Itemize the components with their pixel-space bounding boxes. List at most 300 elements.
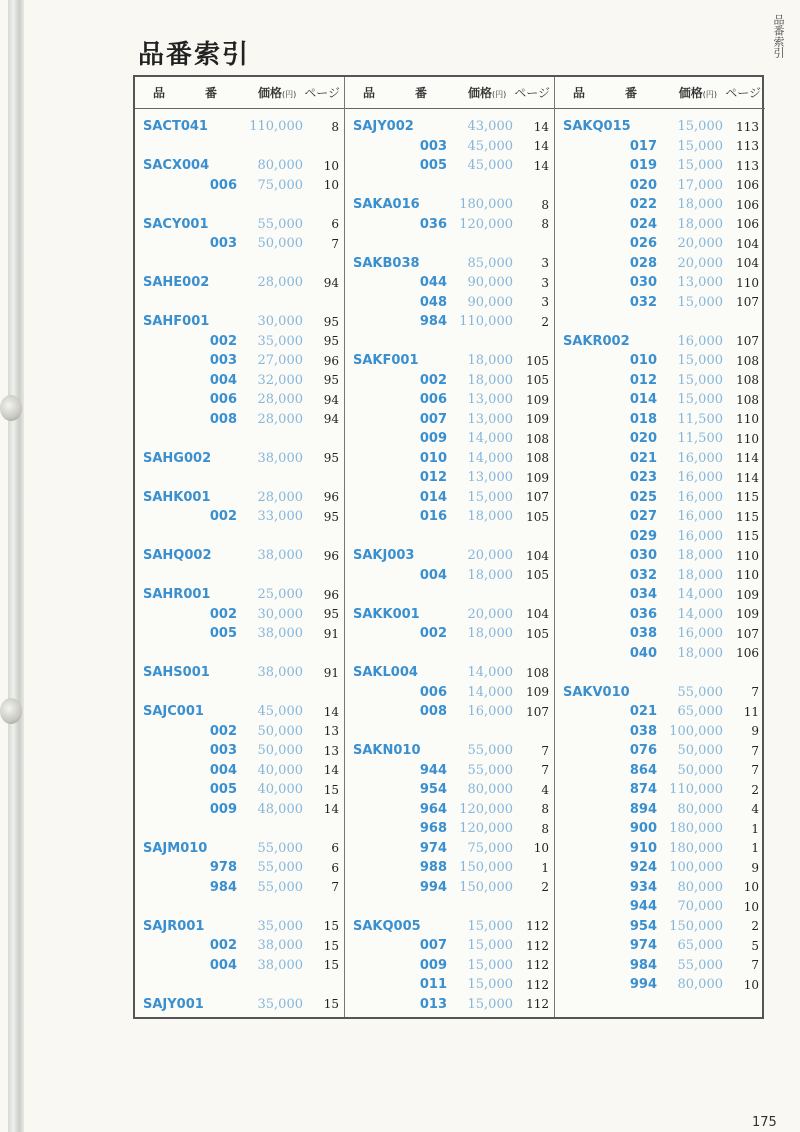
part-code: 002 (209, 333, 237, 349)
price-value: 55,000 (257, 860, 303, 876)
part-code: 040 (629, 645, 657, 661)
table-row (345, 858, 554, 878)
price-value: 14,000 (677, 606, 723, 622)
table-row (345, 761, 554, 781)
page-ref: 7 (541, 743, 549, 758)
part-code: 021 (629, 450, 657, 466)
part-code: 009 (419, 431, 447, 447)
part-code: 076 (629, 743, 657, 759)
part-code: SACT041 (143, 119, 208, 135)
price-value: 18,000 (677, 548, 723, 564)
table-row (555, 546, 765, 566)
price-value: 75,000 (257, 177, 303, 193)
price-value: 80,000 (677, 801, 723, 817)
price-value: 85,000 (467, 255, 513, 271)
price-value: 65,000 (677, 704, 723, 720)
part-code: 022 (629, 197, 657, 213)
table-row (135, 800, 344, 820)
part-code: 036 (629, 606, 657, 622)
table-row (345, 195, 554, 215)
page-number: 175 (752, 1115, 777, 1130)
part-code: 010 (629, 353, 657, 369)
part-code: 013 (419, 996, 447, 1012)
table-row (135, 507, 344, 527)
table-row (345, 800, 554, 820)
table-row (555, 936, 765, 956)
table-row (555, 605, 765, 625)
binder-ring-icon (0, 395, 22, 421)
table-row (135, 878, 344, 898)
table-row (555, 488, 765, 508)
page-ref: 108 (526, 431, 549, 446)
row-spacer (345, 176, 554, 196)
page-ref: 107 (526, 490, 549, 505)
price-value: 100,000 (669, 723, 723, 739)
part-code: SAHF001 (143, 314, 210, 330)
table-row (135, 273, 344, 293)
table-row (555, 332, 765, 352)
page-ref: 105 (526, 373, 549, 388)
page-ref: 7 (331, 880, 339, 895)
page-ref: 14 (323, 802, 339, 817)
page-ref: 2 (541, 880, 549, 895)
price-value: 14,000 (467, 684, 513, 700)
table-row (345, 254, 554, 274)
page-ref: 13 (323, 743, 339, 758)
table-row (555, 156, 765, 176)
page-ref: 109 (526, 392, 549, 407)
part-code: 004 (419, 567, 447, 583)
table-row (345, 429, 554, 449)
header-price (240, 84, 297, 101)
price-value: 120,000 (459, 216, 513, 232)
part-code: 048 (419, 294, 447, 310)
price-value: 100,000 (669, 860, 723, 876)
part-code: 994 (629, 977, 657, 993)
header-price-unit: (円) (281, 90, 297, 99)
table-row (135, 956, 344, 976)
table-row (555, 371, 765, 391)
table-row (555, 117, 765, 137)
table-row (345, 605, 554, 625)
header-price-unit: (円) (702, 90, 717, 99)
table-row (135, 780, 344, 800)
page-ref: 109 (736, 587, 759, 602)
page-ref: 106 (736, 197, 759, 212)
page-ref: 1 (751, 821, 759, 836)
price-value: 17,000 (677, 177, 723, 193)
price-value: 16,000 (467, 704, 513, 720)
part-code: 004 (209, 957, 237, 973)
part-code: 019 (629, 158, 657, 174)
page-ref: 96 (323, 587, 339, 602)
price-value: 15,000 (677, 392, 723, 408)
page-ref: 114 (736, 470, 759, 485)
page-ref: 115 (736, 529, 759, 544)
part-code: 910 (629, 840, 657, 856)
table-row (555, 800, 765, 820)
part-code: 003 (209, 353, 237, 369)
part-code: 030 (629, 548, 657, 564)
table-row (555, 839, 765, 859)
table-row (555, 351, 765, 371)
page-ref: 7 (751, 958, 759, 973)
table-row (345, 741, 554, 761)
part-code: 014 (419, 489, 447, 505)
page-ref: 105 (526, 353, 549, 368)
part-code: SAJY001 (143, 996, 204, 1012)
page-ref: 104 (526, 607, 549, 622)
page-ref: 2 (751, 782, 759, 797)
table-row (345, 936, 554, 956)
part-code: SAJR001 (143, 918, 205, 934)
page-ref: 108 (736, 373, 759, 388)
page-ref: 107 (736, 334, 759, 349)
price-value: 90,000 (467, 294, 513, 310)
row-spacer (555, 663, 765, 683)
table-row (135, 410, 344, 430)
page-ref: 96 (323, 490, 339, 505)
row-spacer (135, 527, 344, 547)
part-number-index-table (133, 75, 764, 1019)
price-value: 16,000 (677, 509, 723, 525)
price-value: 13,000 (677, 275, 723, 291)
table-row (135, 176, 344, 196)
part-code: 968 (419, 821, 447, 837)
table-row (345, 293, 554, 313)
price-value: 28,000 (257, 411, 303, 427)
part-code: 944 (419, 762, 447, 778)
page-ref: 1 (751, 841, 759, 856)
part-code: 894 (629, 801, 657, 817)
index-column-2 (345, 77, 555, 1017)
page-ref: 14 (533, 158, 549, 173)
page-ref: 107 (736, 626, 759, 641)
table-row (555, 702, 765, 722)
page-ref: 95 (323, 607, 339, 622)
price-value: 180,000 (669, 821, 723, 837)
table-row (345, 273, 554, 293)
table-row (345, 215, 554, 235)
page-ref: 8 (541, 197, 549, 212)
page-ref: 110 (736, 275, 759, 290)
price-value: 80,000 (677, 879, 723, 895)
part-code: 003 (209, 743, 237, 759)
part-code: 984 (629, 957, 657, 973)
table-row (135, 624, 344, 644)
table-row (345, 780, 554, 800)
table-row (135, 546, 344, 566)
part-code: 974 (629, 938, 657, 954)
table-row (555, 527, 765, 547)
table-row (135, 741, 344, 761)
table-row (555, 390, 765, 410)
page-ref: 108 (526, 451, 549, 466)
part-code: 003 (419, 138, 447, 154)
price-value: 15,000 (677, 353, 723, 369)
page-ref: 95 (323, 509, 339, 524)
page-ref: 10 (743, 899, 759, 914)
price-value: 18,000 (467, 567, 513, 583)
table-row (345, 546, 554, 566)
price-value: 90,000 (467, 275, 513, 291)
page-ref: 14 (533, 139, 549, 154)
page-ref: 7 (541, 763, 549, 778)
price-value: 14,000 (677, 587, 723, 603)
part-code: 023 (629, 470, 657, 486)
page-ref: 95 (323, 451, 339, 466)
page-ref: 113 (736, 158, 759, 173)
part-code: SACY001 (143, 216, 209, 232)
page-ref: 13 (323, 724, 339, 739)
table-row (555, 683, 765, 703)
row-spacer (345, 644, 554, 664)
part-code: 011 (419, 977, 447, 993)
part-code: 006 (419, 392, 447, 408)
part-code: SAKF001 (353, 353, 419, 369)
page-ref: 7 (751, 685, 759, 700)
part-code: 017 (629, 138, 657, 154)
part-code: 002 (209, 509, 237, 525)
table-row (555, 897, 765, 917)
price-value: 15,000 (467, 489, 513, 505)
binder-ring-icon (0, 698, 22, 724)
page-ref: 15 (323, 938, 339, 953)
page-ref: 104 (736, 256, 759, 271)
part-code: SAJM010 (143, 840, 208, 856)
price-value: 38,000 (257, 548, 303, 564)
table-row (555, 410, 765, 430)
part-code: 027 (629, 509, 657, 525)
price-value: 45,000 (257, 704, 303, 720)
page-ref: 95 (323, 373, 339, 388)
page-ref: 91 (323, 665, 339, 680)
part-code: 020 (629, 177, 657, 193)
table-row (555, 507, 765, 527)
table-row (135, 936, 344, 956)
price-value: 28,000 (257, 489, 303, 505)
price-value: 15,000 (467, 938, 513, 954)
page-ref: 4 (541, 782, 549, 797)
table-row (345, 878, 554, 898)
price-value: 35,000 (257, 996, 303, 1012)
price-value: 16,000 (677, 450, 723, 466)
price-value: 28,000 (257, 392, 303, 408)
price-value: 16,000 (677, 333, 723, 349)
price-value: 180,000 (669, 840, 723, 856)
row-spacer (135, 644, 344, 664)
price-value: 150,000 (459, 860, 513, 876)
page-ref: 11 (743, 704, 759, 719)
part-code: SAHS001 (143, 665, 210, 681)
part-code: 032 (629, 567, 657, 583)
row-spacer (135, 137, 344, 157)
table-row (555, 741, 765, 761)
table-row (555, 234, 765, 254)
page-ref: 14 (323, 704, 339, 719)
price-value: 15,000 (677, 294, 723, 310)
table-row (345, 995, 554, 1015)
table-row (135, 839, 344, 859)
price-value: 20,000 (677, 236, 723, 252)
price-value: 38,000 (257, 626, 303, 642)
part-code: 010 (419, 450, 447, 466)
price-value: 20,000 (677, 255, 723, 271)
price-value: 40,000 (257, 782, 303, 798)
page-ref: 96 (323, 548, 339, 563)
part-code: SAKN010 (353, 743, 421, 759)
table-row (345, 156, 554, 176)
table-row (135, 722, 344, 742)
part-code: 029 (629, 528, 657, 544)
part-code: 034 (629, 587, 657, 603)
table-row (345, 975, 554, 995)
part-code: 038 (629, 723, 657, 739)
part-code: 008 (419, 704, 447, 720)
price-value: 18,000 (677, 197, 723, 213)
price-value: 110,000 (459, 314, 513, 330)
price-value: 15,000 (677, 372, 723, 388)
table-row (345, 956, 554, 976)
page-ref: 6 (331, 841, 339, 856)
part-code: 004 (209, 372, 237, 388)
part-code: 025 (629, 489, 657, 505)
table-row (345, 351, 554, 371)
table-row (555, 780, 765, 800)
price-value: 150,000 (459, 879, 513, 895)
page-ref: 110 (736, 568, 759, 583)
price-value: 80,000 (677, 977, 723, 993)
row-spacer (345, 897, 554, 917)
index-rows (555, 109, 765, 995)
row-spacer (135, 429, 344, 449)
part-code: 974 (419, 840, 447, 856)
price-value: 15,000 (467, 957, 513, 973)
page-ref: 10 (533, 841, 549, 856)
price-value: 15,000 (677, 138, 723, 154)
price-value: 15,000 (467, 977, 513, 993)
table-row (345, 117, 554, 137)
page-ref: 109 (526, 685, 549, 700)
part-code: 005 (209, 782, 237, 798)
part-code: 002 (419, 626, 447, 642)
row-spacer (135, 897, 344, 917)
page-ref: 3 (541, 256, 549, 271)
part-code: 006 (209, 392, 237, 408)
row-spacer (135, 195, 344, 215)
row-spacer (135, 819, 344, 839)
page-ref: 115 (736, 490, 759, 505)
page-ref: 8 (331, 119, 339, 134)
table-row (345, 917, 554, 937)
table-row (555, 137, 765, 157)
table-row (345, 371, 554, 391)
page-ref: 106 (736, 217, 759, 232)
part-code: 005 (209, 626, 237, 642)
part-code: 014 (629, 392, 657, 408)
price-value: 40,000 (257, 762, 303, 778)
part-code: 021 (629, 704, 657, 720)
page-ref: 3 (541, 295, 549, 310)
page-ref: 96 (323, 353, 339, 368)
page-ref: 113 (736, 119, 759, 134)
page-ref: 8 (541, 821, 549, 836)
table-row (345, 137, 554, 157)
page-ref: 4 (751, 802, 759, 817)
price-value: 20,000 (467, 606, 513, 622)
price-value: 30,000 (257, 314, 303, 330)
header-price (450, 84, 507, 101)
part-code: SACX004 (143, 158, 210, 174)
price-value: 15,000 (677, 158, 723, 174)
page-ref: 106 (736, 646, 759, 661)
page-ref: 112 (526, 958, 549, 973)
part-code: 038 (629, 626, 657, 642)
part-code: 002 (419, 372, 447, 388)
table-row (345, 566, 554, 586)
page-ref: 8 (541, 802, 549, 817)
page-ref: 94 (323, 412, 339, 427)
table-row (135, 585, 344, 605)
price-value: 13,000 (467, 470, 513, 486)
page-ref: 105 (526, 626, 549, 641)
price-value: 18,000 (677, 567, 723, 583)
table-row (555, 956, 765, 976)
page-ref: 107 (736, 295, 759, 310)
table-row (135, 234, 344, 254)
index-column-1 (135, 77, 345, 1017)
table-row (345, 390, 554, 410)
row-spacer (135, 254, 344, 274)
header-price-label: 価格 (257, 86, 282, 100)
page-ref: 95 (323, 334, 339, 349)
price-value: 75,000 (467, 840, 513, 856)
price-value: 55,000 (467, 743, 513, 759)
price-value: 16,000 (677, 470, 723, 486)
table-row (345, 410, 554, 430)
page-ref: 108 (736, 392, 759, 407)
page-ref: 10 (743, 977, 759, 992)
page-ref: 2 (751, 919, 759, 934)
table-row (555, 722, 765, 742)
price-value: 13,000 (467, 392, 513, 408)
row-spacer (345, 234, 554, 254)
column-header (345, 77, 554, 109)
price-value: 18,000 (467, 626, 513, 642)
part-code: SAKJ003 (353, 548, 415, 564)
table-row (555, 975, 765, 995)
part-code: 994 (419, 879, 447, 895)
page-ref: 9 (751, 860, 759, 875)
price-value: 150,000 (669, 918, 723, 934)
price-value: 15,000 (677, 119, 723, 135)
table-row (135, 702, 344, 722)
table-row (555, 195, 765, 215)
price-value: 18,000 (677, 645, 723, 661)
price-value: 30,000 (257, 606, 303, 622)
page-ref: 112 (526, 919, 549, 934)
price-value: 110,000 (669, 782, 723, 798)
table-row (135, 858, 344, 878)
row-spacer (345, 722, 554, 742)
table-row (135, 390, 344, 410)
table-row (345, 663, 554, 683)
price-value: 43,000 (467, 119, 513, 135)
price-value: 50,000 (257, 236, 303, 252)
price-value: 110,000 (249, 119, 303, 135)
row-spacer (345, 527, 554, 547)
part-code: 002 (209, 723, 237, 739)
